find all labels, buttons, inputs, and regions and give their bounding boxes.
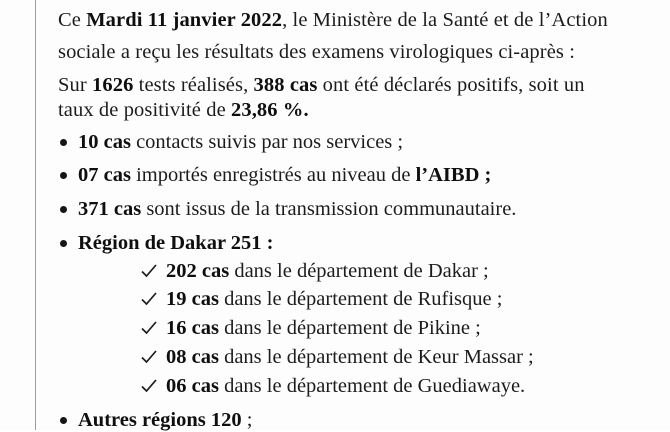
dakar-item (166, 345, 534, 369)
dakar-text: dans le département de Keur Massar ; (218, 346, 534, 368)
bullet-dot (60, 206, 67, 213)
dakar-bold: 08 cas (166, 346, 219, 368)
bullet-item (78, 231, 274, 255)
dakar-bold: 16 cas (166, 317, 219, 339)
positivity-rate: 23,86 %. (231, 99, 309, 121)
positive-cases: 388 cas (253, 74, 318, 96)
intro-text: tests réalisés, (133, 74, 254, 96)
bullet-text: sont issus de la transmission communautaire. (141, 198, 517, 220)
bullet-bold: Région de Dakar 251 : (78, 232, 274, 254)
bullet-bold: 10 cas (78, 131, 131, 153)
bullet-dot (60, 172, 67, 179)
intro-line-4 (58, 98, 309, 122)
date-text: Mardi 11 janvier 2022 (86, 9, 283, 31)
intro-text: sociale a reçu les résultats des examens virologiques ci-après : (58, 41, 576, 63)
bullet-bold: 07 cas (78, 164, 131, 186)
checkmark-icon (141, 378, 157, 394)
intro-text: Sur (58, 74, 93, 96)
dakar-text: dans le département de Pikine ; (218, 317, 481, 339)
bullet-dot (60, 139, 67, 146)
bullet-item (78, 163, 491, 187)
bullet-bold: l’AIBD ; (415, 164, 492, 186)
intro-line-3 (58, 73, 585, 97)
tests-count: 1626 (92, 74, 134, 96)
intro-line-1 (58, 8, 608, 32)
checkmark-icon (141, 291, 157, 307)
bullet-text: contacts suivis par nos services ; (130, 131, 404, 153)
checkmark-icon (141, 349, 157, 365)
bullet-item (78, 130, 403, 154)
dakar-text: dans le département de Rufisque ; (218, 288, 503, 310)
dakar-item (166, 374, 525, 398)
checkmark-icon (141, 263, 157, 279)
intro-text: , le Ministère de la Santé et de l’Action (282, 9, 608, 31)
bullet-text: importés enregistrés au niveau de (130, 164, 416, 186)
checkmark-icon (141, 320, 157, 336)
dakar-item (166, 259, 489, 283)
intro-text: Ce (58, 9, 87, 31)
dakar-item (166, 316, 481, 340)
dakar-bold: 19 cas (166, 288, 219, 310)
other-regions-bold: Autres régions 120 (78, 409, 242, 431)
bullet-dot (60, 417, 67, 424)
dakar-bold: 202 cas (166, 260, 230, 282)
dakar-text: dans le département de Guediawaye. (218, 375, 526, 397)
margin-rule (35, 0, 36, 430)
dakar-text: dans le département de Dakar ; (229, 260, 489, 282)
bullet-item (78, 197, 516, 221)
intro-text: ont été déclarés positifs, soit un (317, 74, 585, 96)
dakar-bold: 06 cas (166, 375, 219, 397)
other-regions-text: ; (241, 409, 253, 431)
other-regions-item (78, 408, 252, 432)
dakar-item (166, 287, 502, 311)
intro-text: taux de positivité de (58, 99, 231, 121)
bullet-bold: 371 cas (78, 198, 142, 220)
intro-line-2 (58, 40, 575, 64)
bullet-dot (60, 240, 67, 247)
